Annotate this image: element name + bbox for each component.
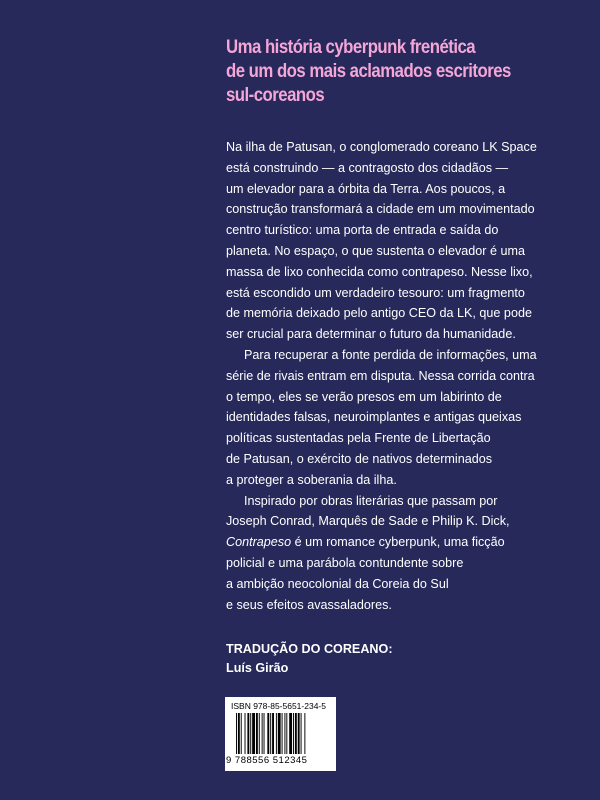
- synopsis-line: identidades falsas, neuroimplantes e antigas queixas: [226, 410, 522, 425]
- headline-line: sul-coreanos: [226, 84, 325, 106]
- synopsis-line: planeta. No espaço, o que sustenta o elevador é uma: [226, 243, 525, 258]
- synopsis-line: a proteger a soberania da ilha.: [226, 472, 397, 487]
- book-title: Contrapeso: [226, 535, 292, 550]
- synopsis-line: um elevador para a órbita da Terra. Aos poucos, a: [226, 181, 506, 196]
- translator-name: Luís Girão: [226, 661, 289, 675]
- headline-line: Uma história cyberpunk frenética: [226, 36, 476, 58]
- synopsis-line: centro turístico: uma porta de entrada e saída do: [226, 223, 499, 238]
- synopsis-line: Joseph Conrad, Marquês de Sade e Philip K. Dick,: [226, 514, 510, 529]
- synopsis-line: o tempo, eles se verão presos em um labirinto de: [226, 389, 502, 404]
- synopsis-line: políticas sustentadas pela Frente de Libertação: [226, 431, 491, 446]
- headline: [226, 35, 536, 107]
- isbn-label: ISBN 978-85-5651-234-5: [231, 701, 326, 711]
- synopsis-line: [226, 532, 586, 553]
- synopsis: [226, 137, 586, 615]
- barcode-box: [225, 697, 336, 771]
- synopsis-line: policial e uma parábola contundente sobre: [226, 555, 464, 570]
- synopsis-line: ser crucial para determinar o futuro da humanidade.: [226, 327, 516, 342]
- synopsis-line: está escondido um verdadeiro tesouro: um fragmento: [226, 285, 525, 300]
- synopsis-line: Inspirado por obras literárias que passam por: [244, 493, 498, 508]
- synopsis-line: e seus efeitos avassaladores.: [226, 597, 392, 612]
- synopsis-line: construção transformará a cidade em um movimentado: [226, 202, 535, 217]
- synopsis-text: é um romance cyberpunk, uma ficção: [291, 535, 505, 550]
- synopsis-line: de Patusan, o exército de nativos determinados: [226, 451, 493, 466]
- headline-line: de um dos mais aclamados escritores: [226, 60, 511, 82]
- barcode-bars-icon: [236, 713, 328, 754]
- barcode-digits: 9 788556 512345: [226, 755, 308, 766]
- synopsis-line: de memória deixado pelo antigo CEO da LK, que pode: [226, 306, 532, 321]
- synopsis-line: série de rivais entram em disputa. Nessa corrida contra: [226, 368, 535, 383]
- translator-credit: [226, 640, 526, 678]
- synopsis-line: massa de lixo conhecida como contrapeso. Nesse lixo,: [226, 264, 533, 279]
- synopsis-line: a ambição neocolonial da Coreia do Sul: [226, 576, 449, 591]
- translator-label: TRADUÇÃO DO COREANO:: [226, 642, 393, 656]
- synopsis-line: Para recuperar a fonte perdida de informações, uma: [244, 347, 537, 362]
- synopsis-line: Na ilha de Patusan, o conglomerado coreano LK Space: [226, 140, 537, 154]
- synopsis-line: está construindo — a contragosto dos cidadãos —: [226, 160, 509, 175]
